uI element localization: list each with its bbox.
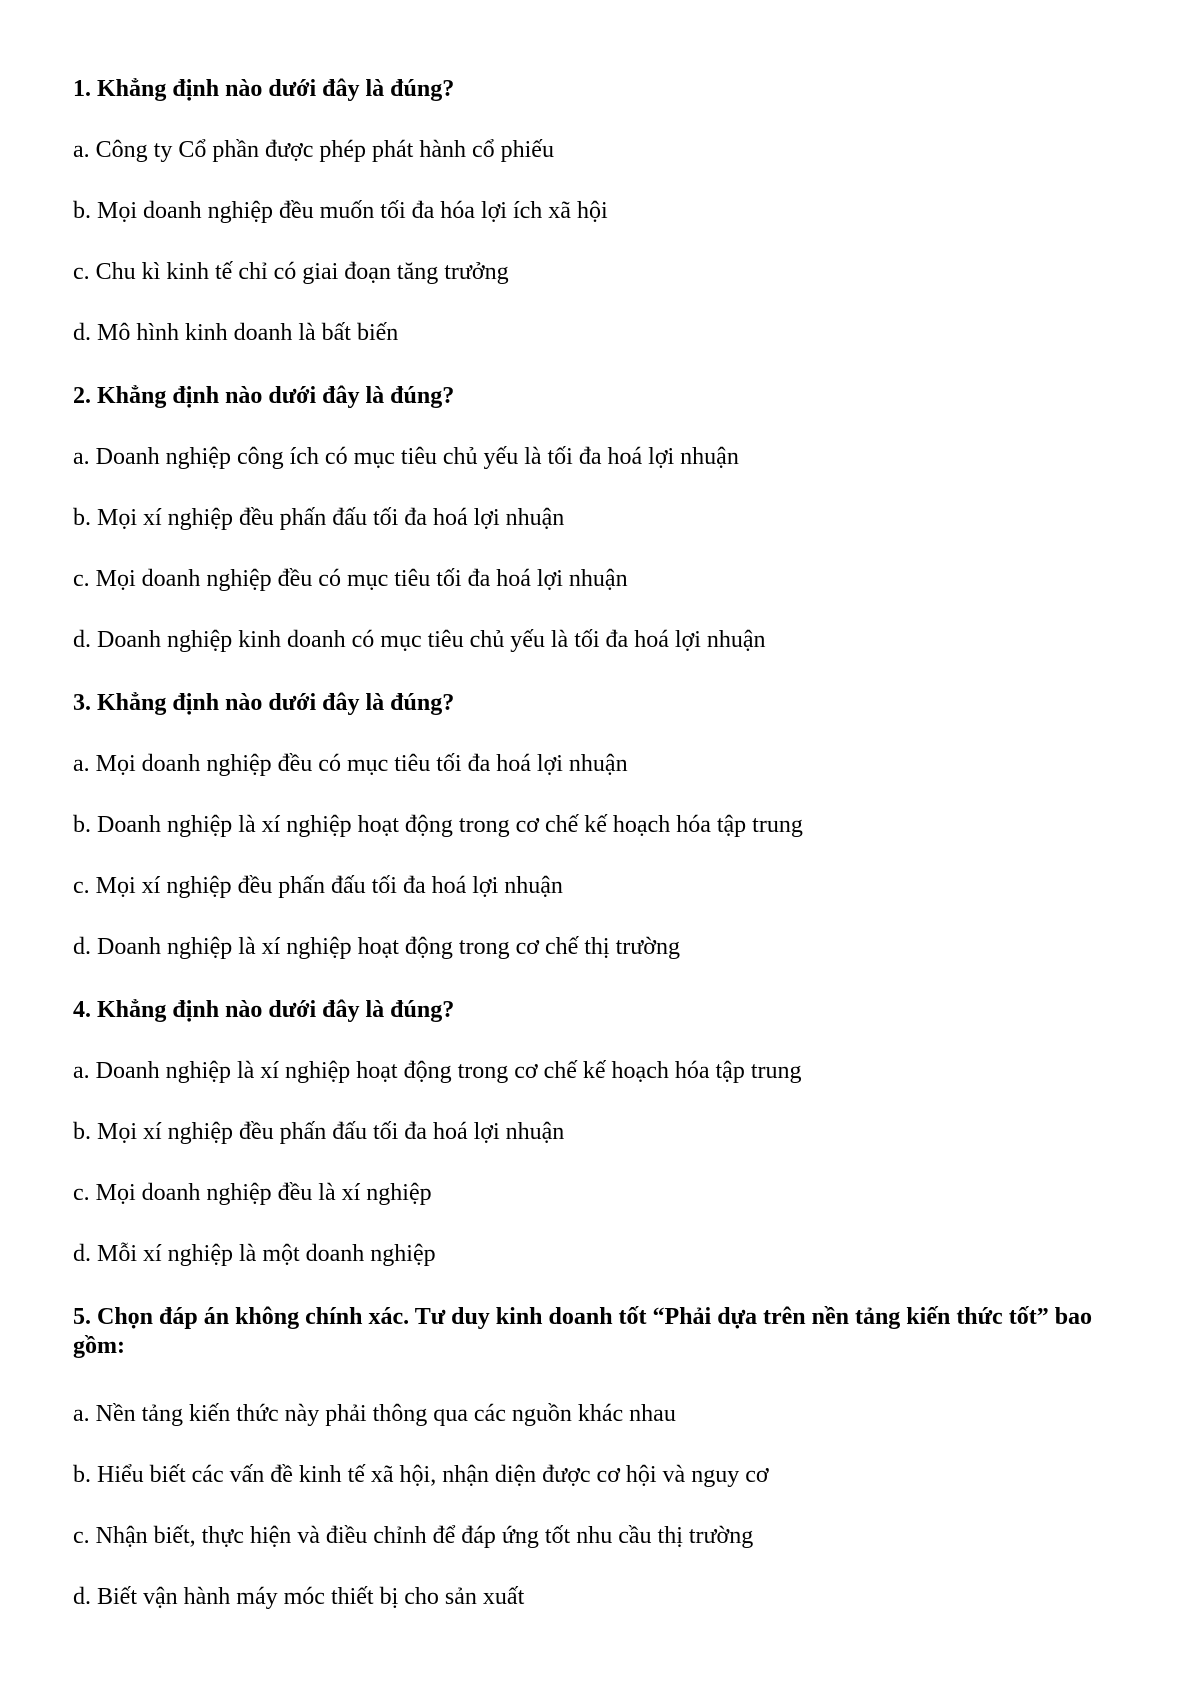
answer-option-d: d. Doanh nghiệp kinh doanh có mục tiêu chủ yếu là tối đa hoá lợi nhuận: [73, 627, 766, 653]
question-title: 2. Khẳng định nào dưới đây là đúng?: [73, 383, 455, 409]
answer-option-b: b. Doanh nghiệp là xí nghiệp hoạt động trong cơ chế kế hoạch hóa tập trung: [73, 812, 803, 838]
answer-option-c: c. Mọi doanh nghiệp đều có mục tiêu tối đa hoá lợi nhuận: [73, 566, 628, 592]
answer-option-a: a. Mọi doanh nghiệp đều có mục tiêu tối đa hoá lợi nhuận: [73, 751, 628, 777]
question-block-1: [73, 75, 1138, 346]
question-title: 1. Khẳng định nào dưới đây là đúng?: [73, 76, 455, 102]
answer-option-a: a. Doanh nghiệp là xí nghiệp hoạt động trong cơ chế kế hoạch hóa tập trung: [73, 1058, 802, 1084]
question-block-5: [73, 1303, 1138, 1610]
answer-option-c: c. Mọi xí nghiệp đều phấn đấu tối đa hoá lợi nhuận: [73, 873, 563, 899]
question-title: 5. Chọn đáp án không chính xác. Tư duy kinh doanh tốt “Phải dựa trên nền tảng kiến thức tốt” bao gồm:: [73, 1304, 1093, 1359]
answer-option-b: b. Mọi xí nghiệp đều phấn đấu tối đa hoá lợi nhuận: [73, 505, 565, 531]
answer-option-a: a. Nền tảng kiến thức này phải thông qua các nguồn khác nhau: [73, 1401, 676, 1427]
answer-option-d: d. Mô hình kinh doanh là bất biến: [73, 320, 399, 346]
answer-option-c: c. Nhận biết, thực hiện và điều chỉnh để đáp ứng tốt nhu cầu thị trường: [73, 1523, 754, 1549]
answer-option-d: d. Biết vận hành máy móc thiết bị cho sản xuất: [73, 1584, 525, 1610]
answer-option-b: b. Mọi doanh nghiệp đều muốn tối đa hóa lợi ích xã hội: [73, 198, 608, 224]
question-block-4: [73, 996, 1138, 1267]
answer-option-b: b. Hiểu biết các vấn đề kinh tế xã hội, nhận diện được cơ hội và nguy cơ: [73, 1462, 769, 1488]
answer-option-a: a. Doanh nghiệp công ích có mục tiêu chủ yếu là tối đa hoá lợi nhuận: [73, 444, 739, 470]
question-title: 4. Khẳng định nào dưới đây là đúng?: [73, 997, 455, 1023]
answer-option-b: b. Mọi xí nghiệp đều phấn đấu tối đa hoá lợi nhuận: [73, 1119, 565, 1145]
answer-option-a: a. Công ty Cổ phần được phép phát hành cổ phiếu: [73, 137, 554, 163]
answer-option-c: c. Chu kì kinh tế chỉ có giai đoạn tăng trưởng: [73, 259, 509, 285]
question-block-3: [73, 689, 1138, 960]
answer-option-d: d. Mỗi xí nghiệp là một doanh nghiệp: [73, 1241, 436, 1267]
question-title: 3. Khẳng định nào dưới đây là đúng?: [73, 690, 455, 716]
answer-option-c: c. Mọi doanh nghiệp đều là xí nghiệp: [73, 1180, 432, 1206]
question-block-2: [73, 382, 1138, 653]
answer-option-d: d. Doanh nghiệp là xí nghiệp hoạt động trong cơ chế thị trường: [73, 934, 680, 960]
